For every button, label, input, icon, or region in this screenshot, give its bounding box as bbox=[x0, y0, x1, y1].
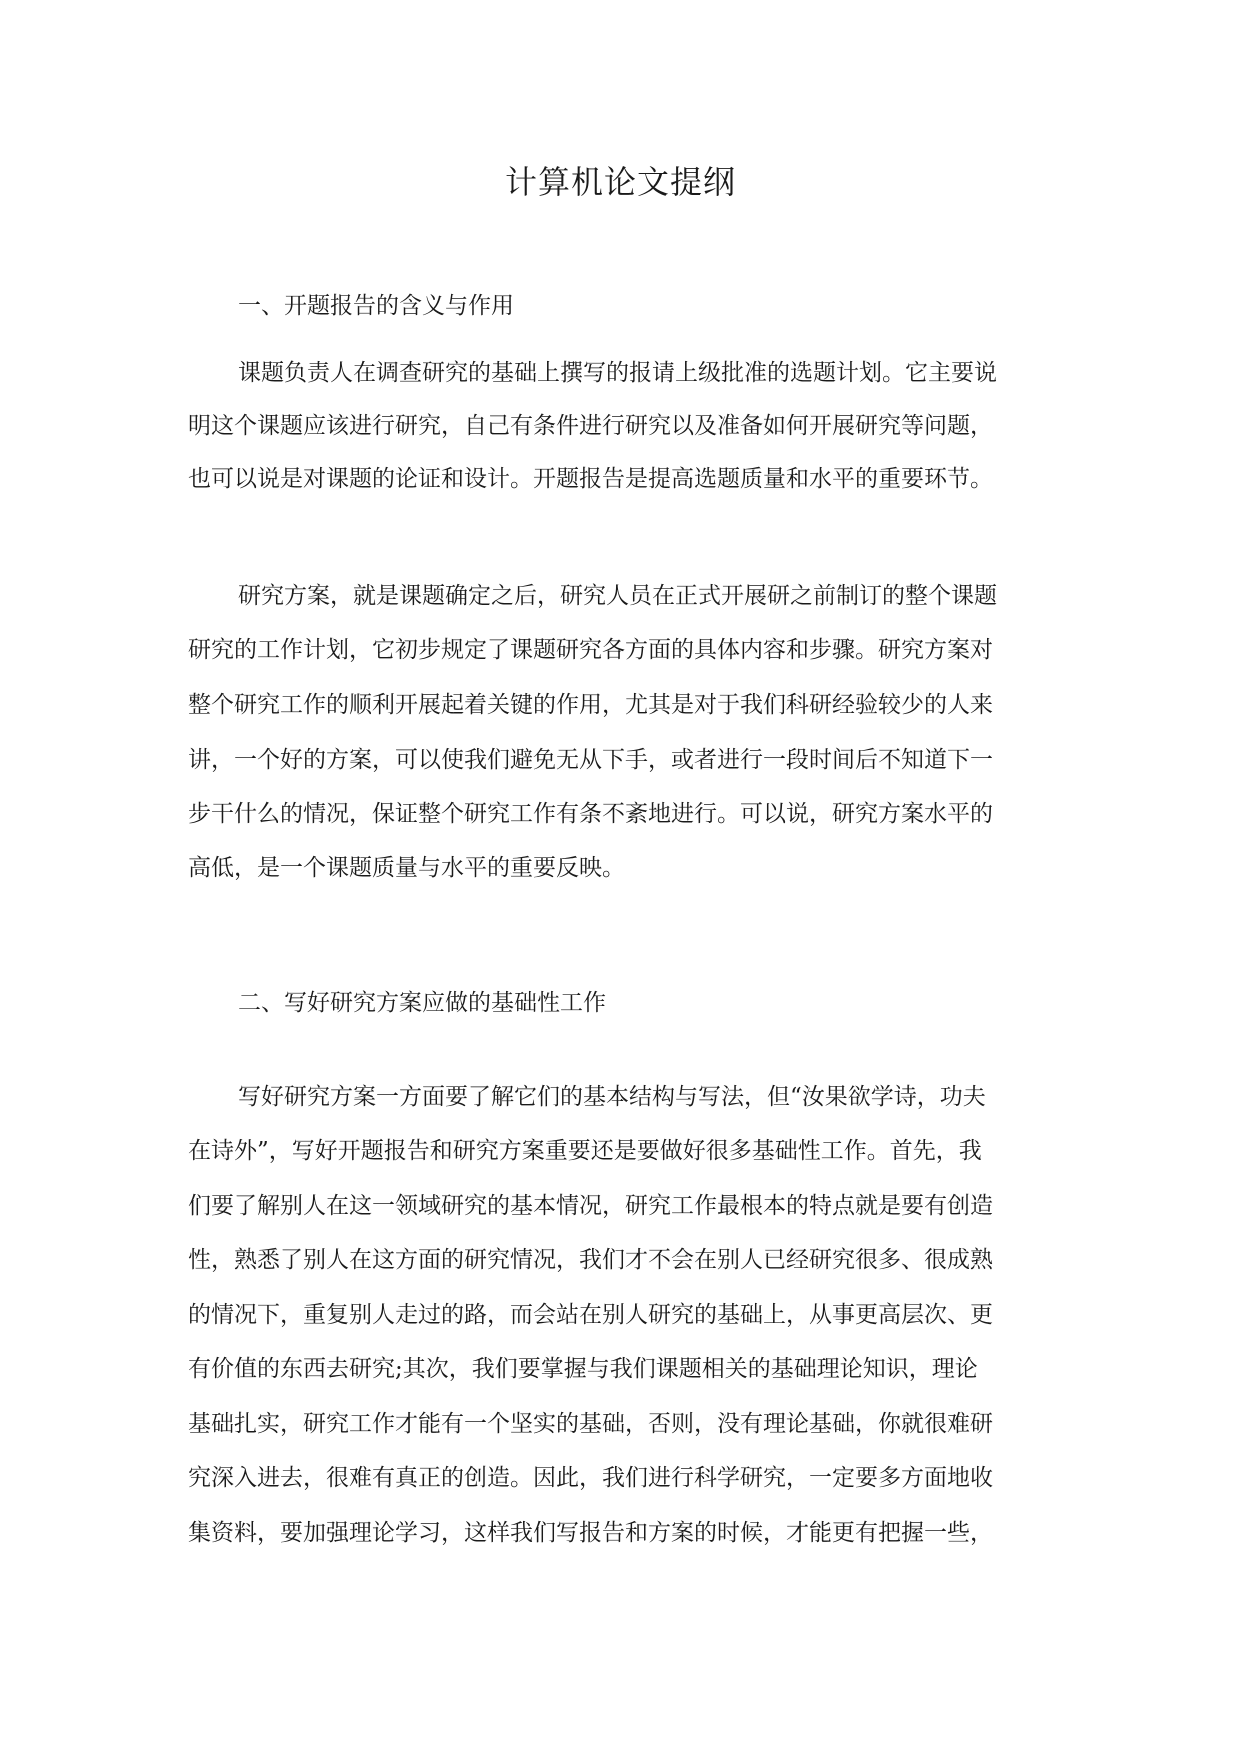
paragraph-line: 的情况下，重复别人走过的路，而会站在别人研究的基础上，从事更高层次、更 bbox=[188, 1302, 993, 1328]
paragraph-line: 性，熟悉了别人在这方面的研究情况，我们才不会在别人已经研究很多、很成熟 bbox=[188, 1247, 993, 1273]
paragraph-line: 写好研究方案一方面要了解它们的基本结构与写法，但“汝果欲学诗，功夫 bbox=[238, 1084, 986, 1110]
paragraph-line: 究深入进去，很难有真正的创造。因此，我们进行科学研究，一定要多方面地收 bbox=[188, 1465, 993, 1491]
paragraph-line: 讲，一个好的方案，可以使我们避免无从下手，或者进行一段时间后不知道下一 bbox=[188, 747, 993, 773]
paragraph-line: 研究方案，就是课题确定之后，研究人员在正式开展研之前制订的整个课题 bbox=[238, 583, 997, 609]
paragraph-line: 有价值的东西去研究;其次，我们要掌握与我们课题相关的基础理论知识，理论 bbox=[188, 1356, 978, 1382]
paragraph-line: 步干什么的情况，保证整个研究工作有条不紊地进行。可以说，研究方案水平的 bbox=[188, 801, 993, 827]
section-heading-1: 一、开题报告的含义与作用 bbox=[238, 293, 514, 319]
paragraph-line: 高低，是一个课题质量与水平的重要反映。 bbox=[188, 855, 625, 881]
paragraph-line: 整个研究工作的顺利开展起着关键的作用，尤其是对于我们科研经验较少的人来 bbox=[188, 692, 993, 718]
paragraph-line: 在诗外”，写好开题报告和研究方案重要还是要做好很多基础性工作。首先，我 bbox=[188, 1138, 982, 1164]
paragraph-line: 基础扎实，研究工作才能有一个坚实的基础，否则，没有理论基础，你就很难研 bbox=[188, 1411, 993, 1437]
section-heading-2: 二、写好研究方案应做的基础性工作 bbox=[238, 990, 606, 1016]
paragraph-line: 集资料，要加强理论学习，这样我们写报告和方案的时候，才能更有把握一些， bbox=[188, 1520, 993, 1546]
paragraph-line: 课题负责人在调查研究的基础上撰写的报请上级批准的选题计划。它主要说 bbox=[238, 360, 997, 386]
paragraph-line: 们要了解别人在这一领域研究的基本情况，研究工作最根本的特点就是要有创造 bbox=[188, 1193, 993, 1219]
paragraph-line: 明这个课题应该进行研究，自己有条件进行研究以及准备如何开展研究等问题， bbox=[188, 413, 993, 439]
document-title: 计算机论文提纲 bbox=[504, 163, 736, 201]
paragraph-line: 也可以说是对课题的论证和设计。开题报告是提高选题质量和水平的重要环节。 bbox=[188, 466, 993, 492]
paragraph-line: 研究的工作计划，它初步规定了课题研究各方面的具体内容和步骤。研究方案对 bbox=[188, 637, 993, 663]
